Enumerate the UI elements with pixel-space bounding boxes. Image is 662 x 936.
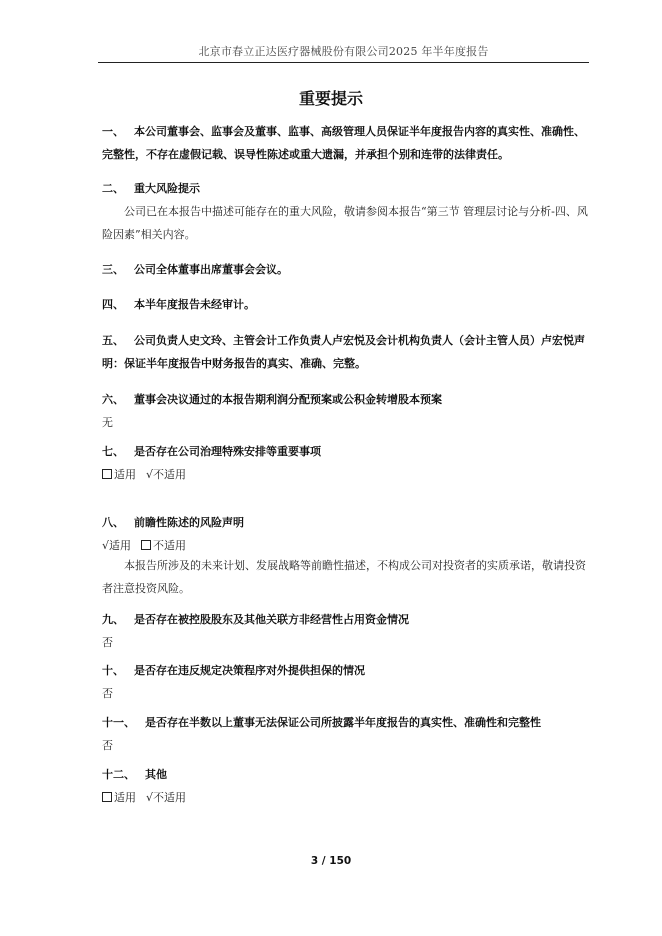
section-5-text: 公司负责人史文玲、主管会计工作负责人卢宏悦及会计机构负责人（会计主管人员）卢宏悦声明：保证半年度报告中财务报告的真实、准确、完整。 — [102, 334, 585, 370]
section-11-answer: 否 — [102, 739, 113, 752]
section-10-heading-text: 是否存在违反规定决策程序对外提供担保的情况 — [134, 664, 365, 677]
section-6-number: 六、 — [102, 393, 124, 406]
section-12-heading — [102, 763, 592, 786]
section-10-number: 十、 — [102, 664, 124, 677]
section-2-body: 公司已在本报告中描述可能存在的重大风险，敬请参阅本报告“第三节 管理层讨论与分析-四、风险因素”相关内容。 — [102, 205, 588, 241]
section-11-heading-text: 是否存在半数以上董事无法保证公司所披露半年度报告的真实性、准确性和完整性 — [145, 716, 541, 729]
unchecked-box-icon — [102, 469, 112, 479]
section-4-text: 本半年度报告未经审计。 — [134, 298, 255, 311]
section-10-answer: 否 — [102, 687, 113, 700]
section-9 — [102, 608, 592, 654]
section-3 — [102, 258, 592, 281]
section-11 — [102, 711, 592, 757]
section-9-answer: 否 — [102, 636, 113, 649]
section-11-heading — [102, 711, 592, 734]
section-8-options — [102, 537, 592, 554]
page-title: 重要提示 — [298, 89, 363, 108]
section-1-text: 本公司董事会、监事会及董事、监事、高级管理人员保证半年度报告内容的真实性、准确性、完整性，不存在虚假记载、误导性陈述或重大遗漏，并承担个别和连带的法律责任。 — [102, 125, 585, 161]
section-7-heading — [102, 440, 592, 463]
section-9-number: 九、 — [102, 613, 124, 626]
option-applicable-label: 适用 — [114, 791, 136, 804]
section-7-number: 七、 — [102, 445, 124, 458]
running-header: 北京市春立正达医疗器械股份有限公司2025 年半年度报告 — [198, 45, 489, 58]
section-6 — [102, 388, 592, 434]
section-8-number: 八、 — [102, 516, 124, 529]
section-1 — [102, 120, 592, 166]
section-2-heading-text: 重大风险提示 — [134, 182, 200, 195]
section-9-heading-text: 是否存在被控股股东及其他关联方非经营性占用资金情况 — [134, 613, 409, 626]
section-6-answer: 无 — [102, 416, 113, 429]
section-8-body: 本报告所涉及的未来计划、发展战略等前瞻性描述，不构成公司对投资者的实质承诺，敬请投资者注意投资风险。 — [102, 559, 586, 595]
section-11-number: 十一、 — [102, 716, 135, 729]
section-8 — [102, 511, 592, 600]
option-not-applicable-label: 不适用 — [153, 539, 187, 552]
section-2-number: 二、 — [102, 182, 124, 195]
option-applicable-label: 适用 — [114, 468, 136, 481]
unchecked-box-icon — [102, 792, 112, 802]
section-8-heading — [102, 511, 592, 534]
section-8-heading-text: 前瞻性陈述的风险声明 — [134, 516, 244, 529]
section-7-heading-text: 是否存在公司治理特殊安排等重要事项 — [134, 445, 321, 458]
section-4-number: 四、 — [102, 298, 124, 311]
section-2 — [102, 177, 592, 246]
option-applicable-label: 适用 — [109, 539, 132, 552]
section-6-heading-text: 董事会决议通过的本报告期利润分配预案或公积金转增股本预案 — [134, 393, 442, 406]
section-5-number: 五、 — [102, 334, 124, 347]
check-mark-icon: √ — [146, 468, 154, 481]
section-12 — [102, 763, 592, 809]
section-3-number: 三、 — [102, 263, 124, 276]
section-7 — [102, 440, 592, 486]
section-3-text: 公司全体董事出席董事会会议。 — [134, 263, 288, 276]
section-12-heading-text: 其他 — [145, 768, 167, 781]
section-2-heading — [102, 177, 592, 200]
option-not-applicable-label: 不适用 — [153, 468, 187, 481]
section-10 — [102, 659, 592, 705]
check-mark-icon: √ — [102, 539, 110, 552]
check-mark-icon: √ — [146, 791, 154, 804]
section-10-heading — [102, 659, 592, 682]
page-number: 3 / 150 — [310, 855, 352, 867]
unchecked-box-icon — [141, 540, 151, 550]
section-12-number: 十二、 — [102, 768, 135, 781]
option-not-applicable-label: 不适用 — [153, 791, 187, 804]
section-1-number: 一、 — [102, 125, 124, 138]
section-4 — [102, 293, 592, 316]
section-6-heading — [102, 388, 592, 411]
section-12-options — [102, 786, 592, 809]
section-9-heading — [102, 608, 592, 631]
section-5 — [102, 329, 592, 375]
section-7-options — [102, 463, 592, 486]
header-rule — [98, 62, 589, 63]
